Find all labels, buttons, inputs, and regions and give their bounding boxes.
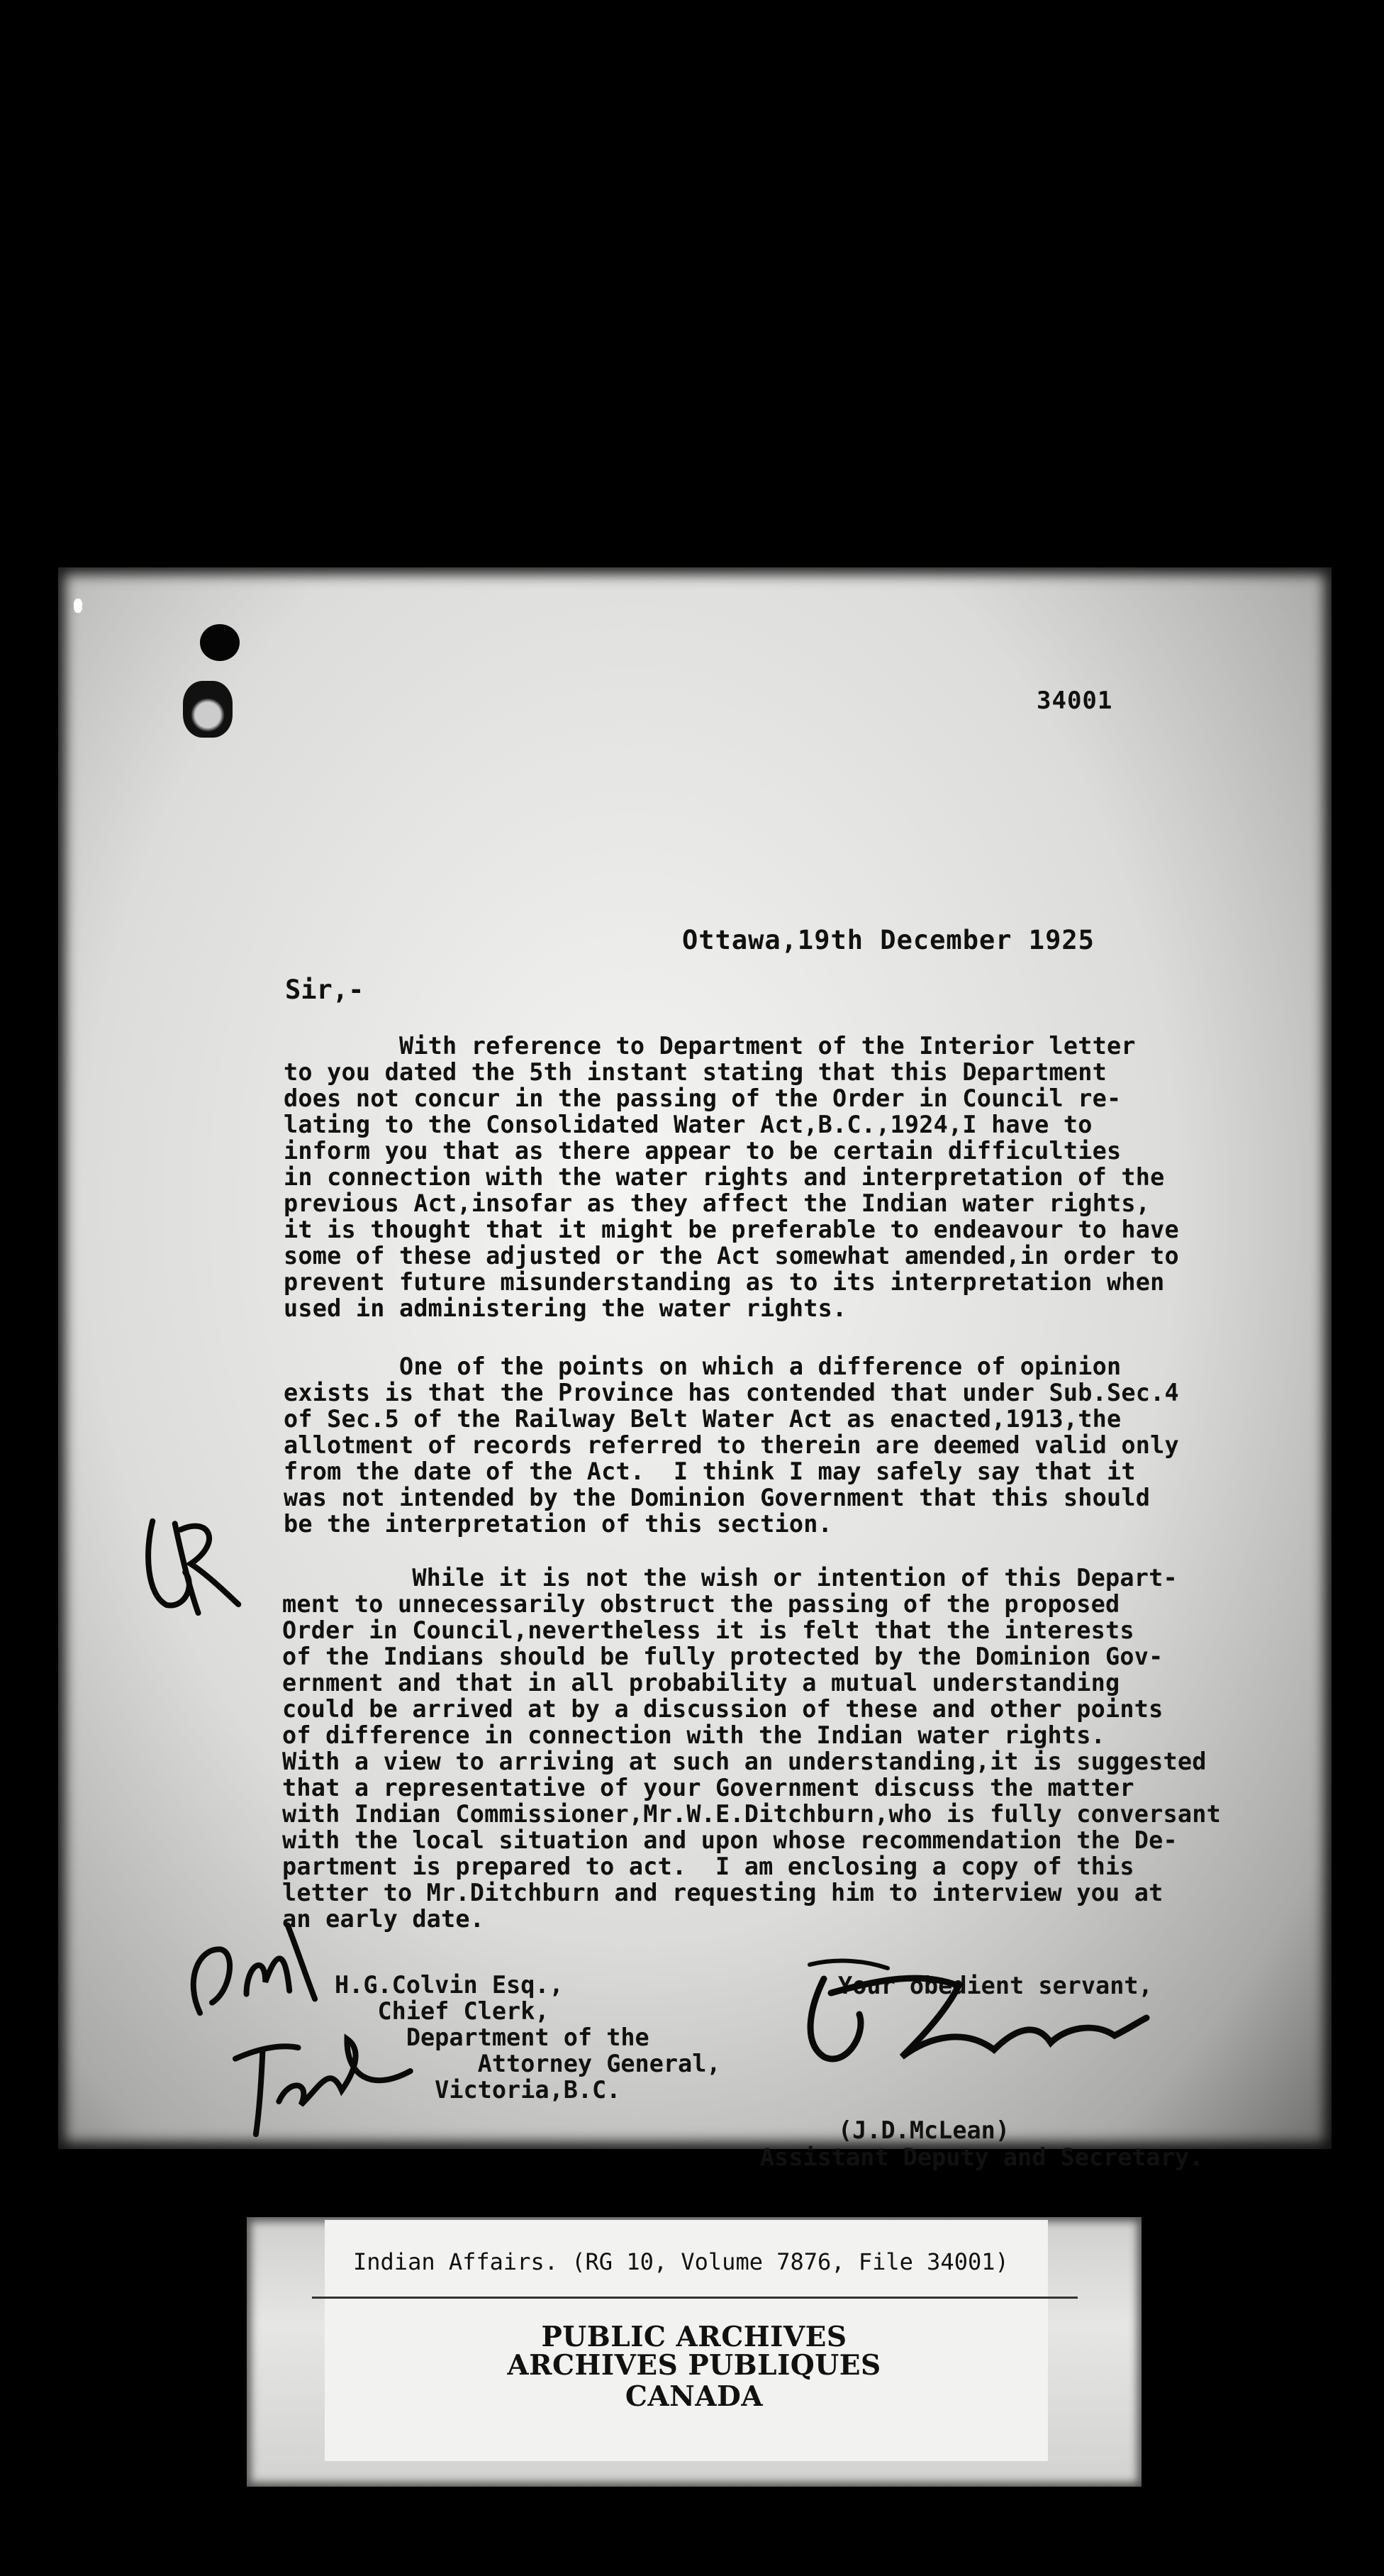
address-initials-mark-2: [218, 2007, 425, 2145]
paragraph-3: While it is not the wish or intention of this Depart- ment to unnecessarily obstruct the passing of the proposed Order in Council,nevertheless it is felt that the interests of the Indians should be fully protected by the Dominion Gov- ernment and that in all probability a mutual understanding could be arrived at by a discussion of these and other points of difference in connection with the Indian water rights. With a view to arriving at such an understanding,it is suggested that a representative of your Government discuss the matter with Indian Commissioner,Mr.W.E.Ditchburn,who is fully conversant with the local situation and upon whose recommendation the De- partment is prepared to act. I am enclosing a copy of this letter to Mr.Ditchburn and requesting him to interview you at an early date.: [282, 1564, 1221, 1933]
paragraph-1: With reference to Department of the Interior letter to you dated the 5th instant stating that this Department does not concur in the passing of the Order in Council re- lating to the Consolidated Water Act,B.C.,1924,I have to inform you that as there appear to be certain difficulties in connection with the water rights and interpretation of the previous Act,insofar as they affect the Indian water rights, it is thought that it might be preferable to endeavour to have some of these adjusted or the Act somewhat amended,in order to prevent future misunderstanding as to its interpretation when used in administering the water rights.: [284, 1032, 1179, 1322]
letter-page: [58, 567, 1332, 2171]
archive-name-line-2: ARCHIVES PUBLIQUES: [507, 2349, 881, 2382]
archive-citation: Indian Affairs. (RG 10, Volume 7876, File 34001): [353, 2248, 1009, 2275]
signer-title: Assistant Deputy and Secretary.: [760, 2143, 1204, 2171]
recipient-address: H.G.Colvin Esq., Chief Clerk, Department of the Attorney General, Victoria,B.C.: [335, 1971, 721, 2104]
address-initials-mark-1: [167, 1906, 329, 2037]
closing: Your obedient servant,: [838, 1972, 1153, 1999]
signer-name: (J.D.McLean): [838, 2116, 1010, 2144]
archive-name-line-1: PUBLIC ARCHIVES: [541, 2321, 847, 2353]
paragraph-2: One of the points on which a difference of opinion exists is that the Province has contended that under Sub.Sec.4 of Sec.5 of the Railway Belt Water Act as enacted,1913,the allotment of records referred to therein are deemed valid only from the date of the Act. I think I may safely say that it was not intended by the Dominion Government that this should be the interpretation of this section.: [284, 1353, 1179, 1538]
dateline: Ottawa,19th December 1925: [682, 925, 1095, 955]
film-speck: [74, 599, 82, 613]
punch-hole-bottom: [183, 681, 233, 738]
handwritten-signature: [781, 1950, 1150, 2092]
archive-label-divider: [312, 2297, 1078, 2299]
archive-name-line-3: CANADA: [625, 2380, 764, 2413]
margin-initials-mark: [129, 1492, 245, 1629]
file-number: 34001: [1037, 687, 1113, 715]
salutation: Sir,-: [285, 975, 364, 1005]
punch-hole-top: [200, 624, 240, 661]
